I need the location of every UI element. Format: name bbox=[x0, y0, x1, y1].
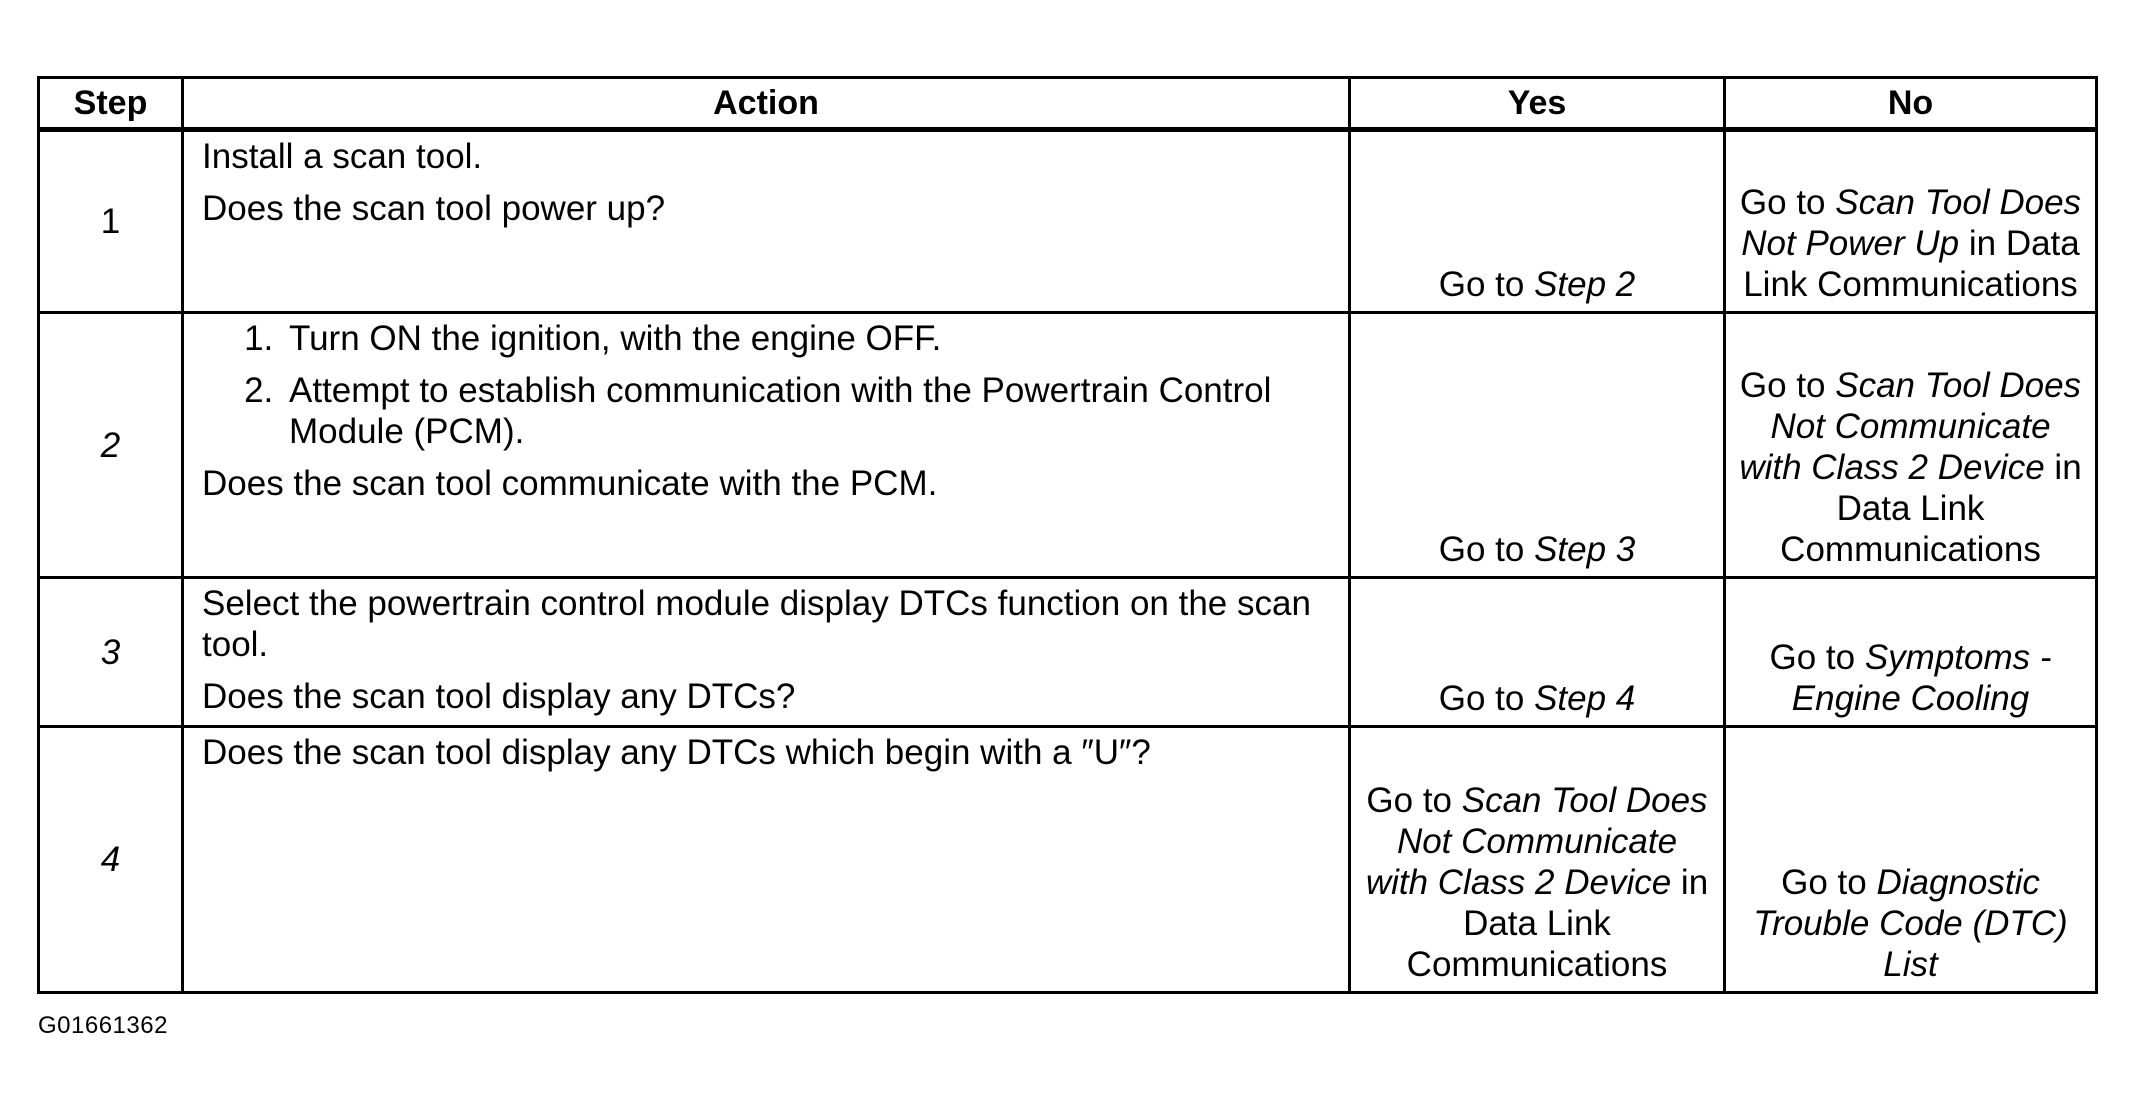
step-number: 2 bbox=[39, 313, 183, 578]
figure-id: G01661362 bbox=[38, 1012, 168, 1039]
action-cell bbox=[183, 727, 1350, 993]
action-question: Does the scan tool communicate with the PCM. bbox=[202, 464, 938, 503]
header-row bbox=[39, 78, 2097, 130]
step-reference: Step 4 bbox=[1534, 679, 1636, 718]
procedure-reference: Symptoms - Engine Cooling bbox=[1791, 638, 2052, 718]
procedure-reference: Diagnostic Trouble Code (DTC) List bbox=[1753, 863, 2068, 984]
step-number: 1 bbox=[39, 130, 183, 313]
yes-cell: Go to Step 3 bbox=[1350, 313, 1725, 578]
step-reference: Step 3 bbox=[1534, 530, 1636, 569]
table-row bbox=[39, 313, 2097, 578]
table-row bbox=[39, 727, 2097, 993]
header-no: No bbox=[1725, 78, 2097, 130]
no-cell: Go to Scan Tool Does Not Power Up in Data Link Communications bbox=[1725, 130, 2097, 313]
list-item: 1. Turn ON the ignition, with the engine OFF. bbox=[283, 318, 1330, 359]
no-cell: Go to Symptoms - Engine Cooling bbox=[1725, 578, 2097, 727]
list-item: 2. Attempt to establish communication with the Powertrain Control Module (PCM). bbox=[283, 370, 1330, 452]
action-cell bbox=[183, 313, 1350, 578]
action-question: Does the scan tool display any DTCs which begin with a ″U″? bbox=[202, 733, 1151, 772]
step-reference: Step 2 bbox=[1534, 265, 1636, 304]
no-cell: Go to Diagnostic Trouble Code (DTC) List bbox=[1725, 727, 2097, 993]
action-question: Does the scan tool power up? bbox=[202, 189, 666, 228]
action-question: Does the scan tool display any DTCs? bbox=[202, 677, 796, 716]
yes-cell: Go to Step 2 bbox=[1350, 130, 1725, 313]
header-step: Step bbox=[39, 78, 183, 130]
action-text: Install a scan tool. bbox=[202, 137, 483, 176]
table-row bbox=[39, 578, 2097, 727]
step-number: 3 bbox=[39, 578, 183, 727]
action-text: Select the powertrain control module display DTCs function on the scan tool. bbox=[202, 584, 1311, 664]
yes-cell: Go to Scan Tool Does Not Communicate with Class 2 Device in Data Link Communications bbox=[1350, 727, 1725, 993]
diagnostic-table bbox=[37, 76, 2098, 994]
action-cell bbox=[183, 130, 1350, 313]
header-yes: Yes bbox=[1350, 78, 1725, 130]
action-cell bbox=[183, 578, 1350, 727]
header-action: Action bbox=[183, 78, 1350, 130]
action-step-list bbox=[202, 318, 1330, 452]
procedure-reference: Scan Tool Does Not Communicate with Class 2 Device bbox=[1365, 781, 1708, 902]
no-cell: Go to Scan Tool Does Not Communicate with Class 2 Device in Data Link Communications bbox=[1725, 313, 2097, 578]
procedure-reference: Scan Tool Does Not Communicate with Class 2 Device bbox=[1739, 366, 2082, 487]
procedure-reference: Scan Tool Does Not Power Up bbox=[1741, 183, 2082, 263]
step-number: 4 bbox=[39, 727, 183, 993]
yes-cell: Go to Step 4 bbox=[1350, 578, 1725, 727]
table-row bbox=[39, 130, 2097, 313]
